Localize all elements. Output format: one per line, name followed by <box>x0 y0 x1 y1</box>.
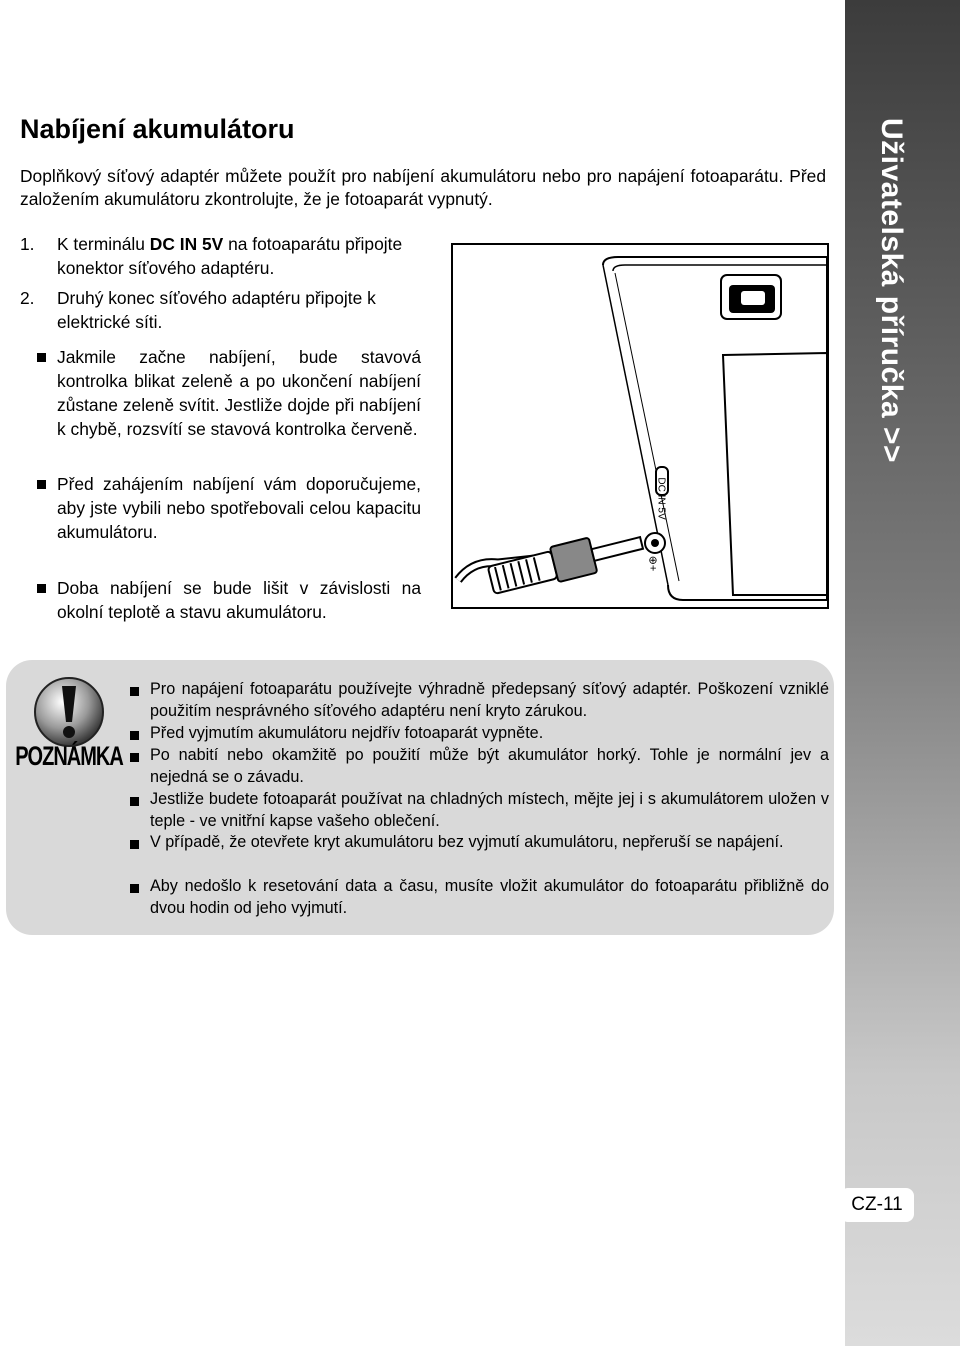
camera-illustration-icon <box>453 245 827 607</box>
note-item <box>150 876 829 919</box>
note-text: Pro napájení fotoaparátu používejte výhradně předepsaný síťový adaptér. Poškození vzniklé použitím nesprávného síťového adaptéru není kryto zárukou. <box>150 680 829 720</box>
step-number: 2. <box>20 288 35 308</box>
bullet-square <box>130 731 139 740</box>
bullet-text: Doba nabíjení se bude lišit v závislosti na okolní teplotě a stavu akumulátoru. <box>57 578 421 622</box>
step-item <box>20 232 421 280</box>
steps-list <box>20 232 421 334</box>
note-item <box>150 832 829 854</box>
note-item <box>150 723 829 745</box>
warning-icon <box>16 672 122 782</box>
section-title: Nabíjení akumulátoru <box>20 114 295 144</box>
bullet-square <box>130 687 139 696</box>
step-text: Druhý konec síťového adaptéru připojte k elektrické síti. <box>57 288 376 332</box>
intro-paragraph: Doplňkový síťový adaptér můžete použít pro nabíjení akumulátoru nebo pro napájení fotoaparátu. Před založením akumulátoru zkontrolujte, že je fotoaparát vypnutý. <box>20 166 826 209</box>
step-number: 1. <box>20 234 35 254</box>
bullet-square <box>130 884 139 893</box>
terminal-name: DC IN 5V <box>149 234 224 254</box>
bullet-item <box>57 576 421 624</box>
power-symbol-icon: ⊕+ <box>646 555 659 572</box>
bullet-square <box>130 840 139 849</box>
port-label: DC IN 5V <box>655 477 667 520</box>
note-text: Před vyjmutím akumulátoru nejdřív fotoaparát vypněte. <box>150 724 544 742</box>
bullet-square <box>37 480 46 489</box>
camera-charging-illustration <box>451 243 829 609</box>
step-text: na fotoaparátu připojte konektor síťového adaptéru. <box>57 234 403 278</box>
step-text: K terminálu <box>57 234 150 254</box>
note-text: Po nabití nebo okamžitě po použití může být akumulátor horký. Tohle je normální jev a nejedná se o závadu. <box>150 746 829 786</box>
note-label: POZNÁMKA <box>15 741 123 772</box>
note-item <box>150 745 829 788</box>
note-item <box>150 679 829 722</box>
step-item <box>20 286 421 334</box>
bullet-text: Jakmile začne nabíjení, bude stavová kontrolka blikat zeleně a po ukončení nabíjení zůstane zeleně svítit. Jestliže dojde při nabíjení k chybě, rozsvítí se stavová kontrolka červeně. <box>57 347 421 439</box>
note-text: Jestliže budete fotoaparát používat na chladných místech, mějte jej i s akumulátorem uložen v teple - ve vnitřní kapse vašeho oblečení. <box>150 790 829 830</box>
page-number: CZ-11 <box>840 1188 914 1222</box>
bullet-square <box>130 797 139 806</box>
bullet-item <box>57 472 421 544</box>
note-text: V případě, že otevřete kryt akumulátoru bez vyjmutí akumulátoru, nepřeruší se napájení. <box>150 833 784 851</box>
note-item <box>150 789 829 832</box>
bullet-square <box>37 353 46 362</box>
bullet-square <box>37 584 46 593</box>
bullet-square <box>130 753 139 762</box>
bullet-text: Před zahájením nabíjení vám doporučujeme, aby jste vybili nebo spotřebovali celou kapacitu akumulátoru. <box>57 474 421 542</box>
note-text: Aby nedošlo k resetování data a času, musíte vložit akumulátor do fotoaparátu přibližně do dvou hodin od jeho vyjmutí. <box>150 877 829 917</box>
bullet-item <box>57 345 421 441</box>
side-tab-title: Uživatelská příručka >> <box>875 118 908 464</box>
